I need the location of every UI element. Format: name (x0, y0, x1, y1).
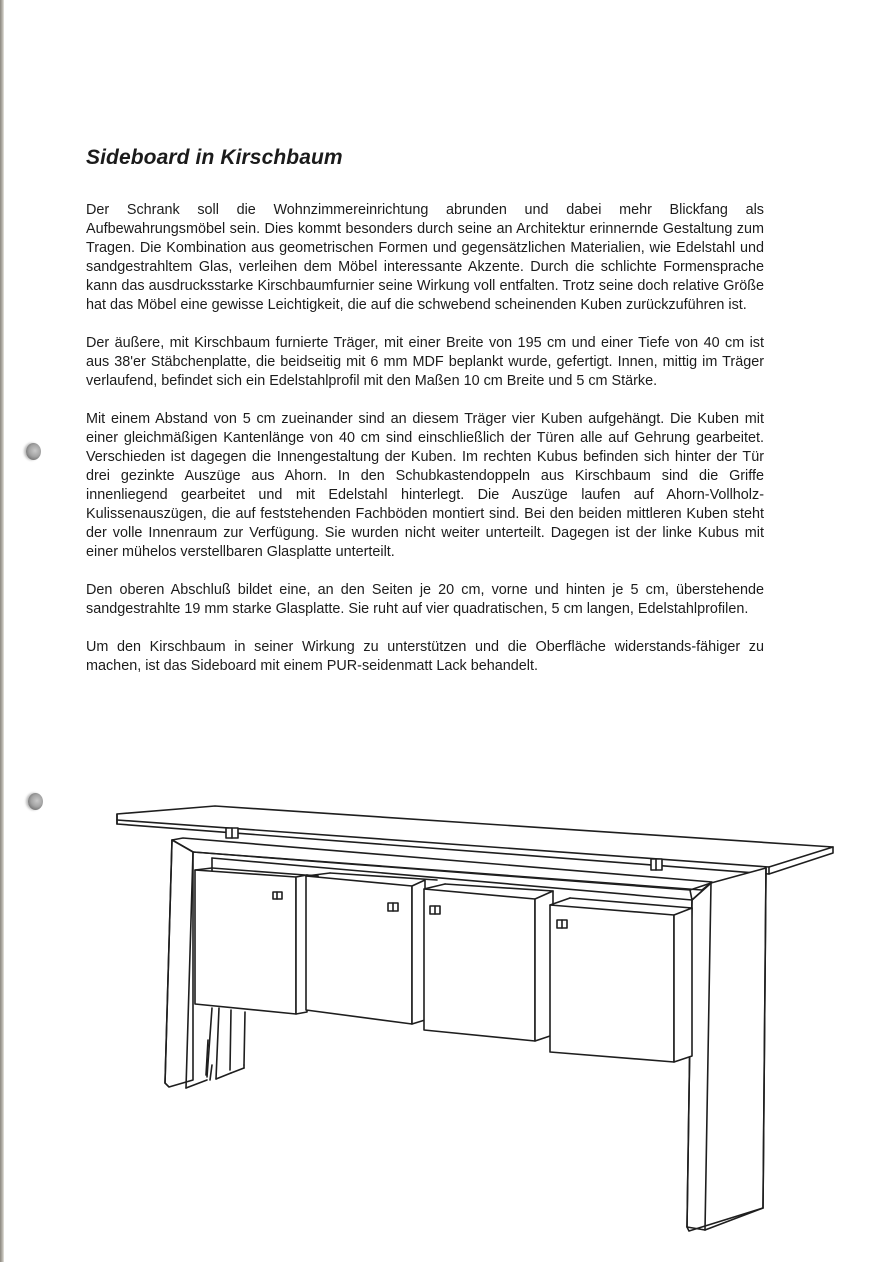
cube-1-handle-icon (273, 892, 282, 899)
paragraph-cubes: Mit einem Abstand von 5 cm zueinander sind an diesem Träger vier Kuben aufgehängt. Die Kuben mit einer gleichmäßigen Kantenlänge von 40 cm sind einschließlich der Türen alle auf Gehrung gearbeitet. Verschieden ist dagegen die Innengestaltung der Kuben. Im rechten Kubus befinden sich hinter der Tür drei gezinkte Auszüge aus Ahorn. In den Schubkastendoppeln aus Kirschbaum sind die Griffe innenliegend gearbeitet und mit Edelstahl hinterlegt. Die Auszüge laufen auf Ahorn-Vollholz-Kulissenauszügen, die auf feststehenden Fachböden montiert sind. Bei den beiden mittleren Kuben steht der volle Innenraum zur Verfügung. Sie wurden nicht weiter unterteilt. Dagegen ist der linke Kubus mit einer mühelos verstellbaren Glasplatte unterteilt. (86, 411, 764, 560)
cube-2 (306, 873, 437, 1024)
cube-4 (550, 898, 692, 1062)
cube-1 (195, 868, 318, 1014)
steel-support-right (651, 859, 662, 870)
paragraph-glass-top: Den oberen Abschluß bildet eine, an den Seiten je 20 cm, vorne und hinten je 5 cm, überstehende sandgestrahlte 19 mm starke Glasplatte. Sie ruht auf vier quadratischen, 5 cm langen, Edelstahlprofilen. (86, 582, 764, 617)
document-body (86, 201, 764, 695)
cube-3-handle-icon (430, 906, 440, 914)
cube-3 (424, 884, 553, 1041)
paragraph-intro: Der Schrank soll die Wohnzimmereinrichtung abrunden und dabei mehr Blickfang als Aufbewahrungsmöbel sein. Dies kommt besonders durch seine an Architektur erinnernde Gestaltung zum Tragen. Die Kombination aus geometrischen Formen und gegensätzlichen Materialien, wie Edelstahl und sandgestrahltem Glas, verleihen dem Möbel interessante Akzente. Durch die schlichte Formensprache kann das ausdrucksstarke Kirschbaumfurnier seine Wirkung voll entfalten. Trotz seine doch relative Größe hat das Möbel eine gewisse Leichtigkeit, die auf die schwebend scheinenden Kuben zurückzuführen ist. (86, 202, 764, 313)
carrier-right-leg (687, 868, 766, 1231)
cube-2-handle-icon (388, 903, 398, 911)
steel-support-left (226, 828, 238, 838)
carrier-left-inner-slats (186, 1008, 245, 1088)
cube-4-handle-icon (557, 920, 567, 928)
paragraph-finish: Um den Kirschbaum in seiner Wirkung zu unterstützen und die Oberfläche widerstands-fähiger zu machen, ist das Sideboard mit einem PUR-seidenmatt Lack behandelt. (86, 639, 764, 674)
sideboard-drawing-svg (0, 790, 892, 1262)
paragraph-carrier: Der äußere, mit Kirschbaum furnierte Träger, mit einer Breite von 195 cm und einer Tiefe von 40 cm ist aus 38'er Stäbchenplatte, die beidseitig mit 6 mm MDF beplankt wurde, gefertigt. Innen, mittig im Träger verlaufend, befindet sich ein Edelstahlprofil mit den Maßen 10 cm Breite und 5 cm Stärke. (86, 335, 764, 389)
sideboard-illustration (0, 790, 892, 1262)
punch-hole (26, 443, 41, 460)
document-title: Sideboard in Kirschbaum (86, 146, 343, 169)
